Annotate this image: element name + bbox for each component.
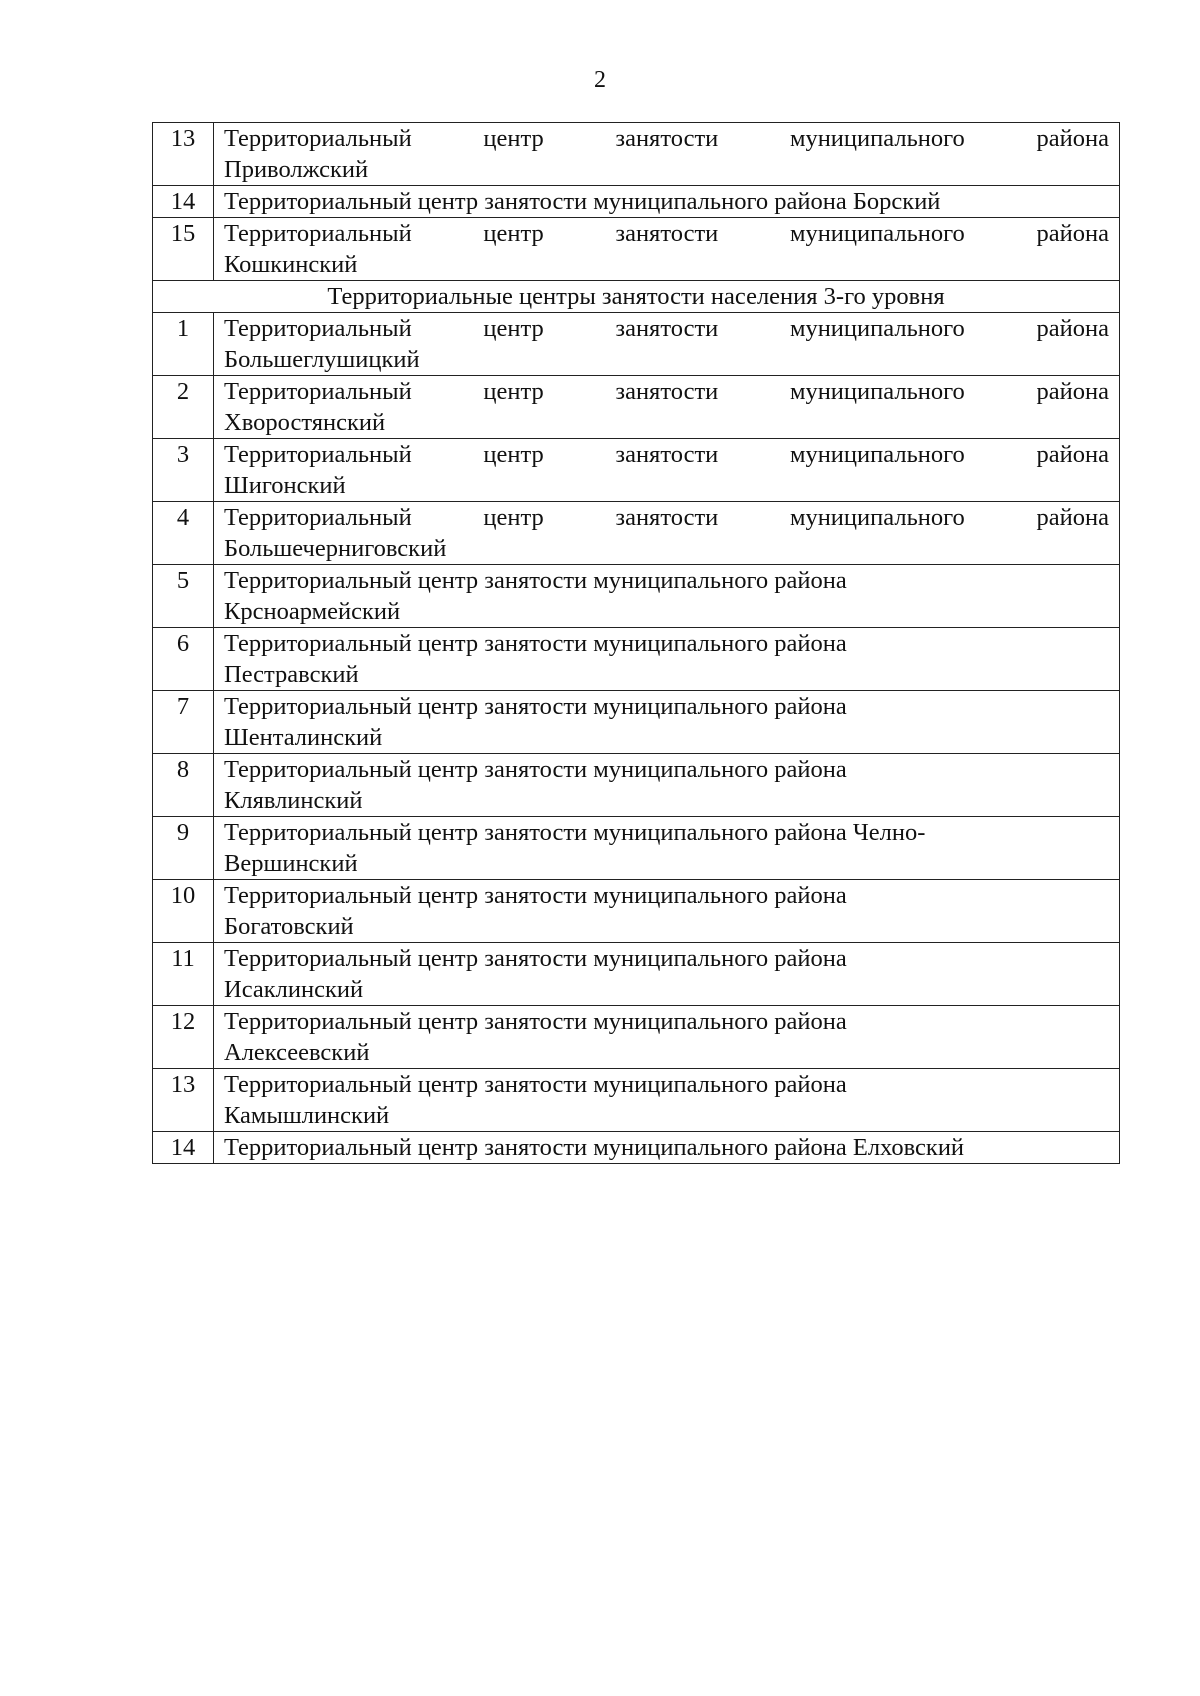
table-row xyxy=(153,123,1120,186)
row-text: Территориальный центр занятости муниципального района Борский xyxy=(214,186,1120,218)
row-text: Территориальный центр занятости муниципального района Кошкинский xyxy=(214,218,1120,281)
table-row xyxy=(153,754,1120,817)
row-text: Территориальный центр занятости муниципального района Большеглушицкий xyxy=(214,313,1120,376)
row-number: 10 xyxy=(153,880,214,943)
row-number: 7 xyxy=(153,691,214,754)
table-row xyxy=(153,502,1120,565)
row-text: Территориальный центр занятости муниципального района Шенталинский xyxy=(214,691,1120,754)
row-text: Территориальный центр занятости муниципального района Пестравский xyxy=(214,628,1120,691)
row-number: 15 xyxy=(153,218,214,281)
row-number: 13 xyxy=(153,123,214,186)
row-text: Территориальный центр занятости муниципального района Камышлинский xyxy=(214,1069,1120,1132)
row-text: Территориальный центр занятости муниципального района Клявлинский xyxy=(214,754,1120,817)
table-row xyxy=(153,691,1120,754)
table-row xyxy=(153,1132,1120,1164)
row-number: 2 xyxy=(153,376,214,439)
table-row xyxy=(153,313,1120,376)
section-header-row xyxy=(153,281,1120,313)
row-number: 11 xyxy=(153,943,214,1006)
table-row xyxy=(153,439,1120,502)
row-number: 4 xyxy=(153,502,214,565)
table-row xyxy=(153,943,1120,1006)
row-number: 6 xyxy=(153,628,214,691)
row-text: Территориальный центр занятости муниципального района Хворостянский xyxy=(214,376,1120,439)
table-row xyxy=(153,628,1120,691)
row-text: Территориальный центр занятости муниципального района Шигонский xyxy=(214,439,1120,502)
row-number: 13 xyxy=(153,1069,214,1132)
row-number: 9 xyxy=(153,817,214,880)
table-row xyxy=(153,186,1120,218)
row-number: 14 xyxy=(153,186,214,218)
row-text: Территориальный центр занятости муниципального района Крсноармейский xyxy=(214,565,1120,628)
row-text: Территориальный центр занятости муниципального района Богатовский xyxy=(214,880,1120,943)
row-number: 3 xyxy=(153,439,214,502)
table-row xyxy=(153,1006,1120,1069)
table-row xyxy=(153,565,1120,628)
employment-centers-table xyxy=(152,122,1120,1164)
row-number: 1 xyxy=(153,313,214,376)
table-row xyxy=(153,817,1120,880)
row-number: 5 xyxy=(153,565,214,628)
row-text: Территориальный центр занятости муниципального района Елховский xyxy=(214,1132,1120,1164)
section-header: Территориальные центры занятости населения 3-го уровня xyxy=(153,281,1120,313)
row-text: Территориальный центр занятости муниципального района Приволжский xyxy=(214,123,1120,186)
table-row xyxy=(153,880,1120,943)
page-number: 2 xyxy=(594,67,606,93)
table-row xyxy=(153,376,1120,439)
row-text: Территориальный центр занятости муниципального района Большечерниговский xyxy=(214,502,1120,565)
table-row xyxy=(153,1069,1120,1132)
row-text: Территориальный центр занятости муниципального района Исаклинский xyxy=(214,943,1120,1006)
row-text: Территориальный центр занятости муниципального района Алексеевский xyxy=(214,1006,1120,1069)
row-number: 14 xyxy=(153,1132,214,1164)
row-text: Территориальный центр занятости муниципального района Челно- Вершинский xyxy=(214,817,1120,880)
row-number: 12 xyxy=(153,1006,214,1069)
table-row xyxy=(153,218,1120,281)
row-number: 8 xyxy=(153,754,214,817)
